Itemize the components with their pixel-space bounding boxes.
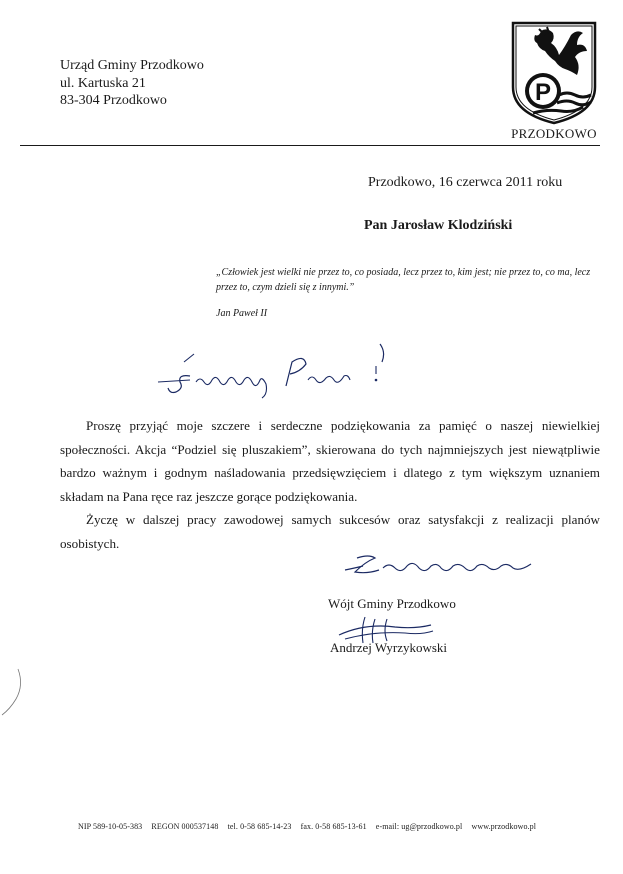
- sender-line: Urząd Gminy Przodkowo: [60, 58, 204, 73]
- quote-author: Jan Paweł II: [216, 308, 268, 319]
- recipient-name: Pan Jarosław Klodziński: [364, 218, 513, 233]
- body-paragraph: Życzę w dalszej pracy zawodowej samych sukcesów oraz satysfakcji z realizacji planów osobistych.: [60, 512, 600, 551]
- handwritten-greeting: [150, 340, 410, 400]
- footer-item: tel. 0-58 685-14-23: [227, 822, 292, 831]
- footer-item: REGON 000537148: [151, 822, 219, 831]
- sender-address: [60, 57, 204, 110]
- sender-line: 83-304 Przodkowo: [60, 93, 167, 108]
- letter-date: Przodkowo, 16 czerwca 2011 roku: [368, 175, 563, 190]
- footer-contact: [78, 822, 543, 831]
- footer-item: fax. 0-58 685-13-61: [300, 822, 367, 831]
- signer-office: Wójt Gminy Przodkowo: [328, 596, 456, 611]
- quote-text: „Człowiek jest wielki nie przez to, co posiada, lecz przez to, kim jest; nie przez to, co ma, lecz przez to, czym dzieli się z innymi.”: [216, 267, 591, 293]
- signer-name: Andrzej Wyrzykowski: [330, 640, 448, 655]
- coat-of-arms-icon: [511, 21, 597, 125]
- sender-line: ul. Kartuska 21: [60, 75, 146, 91]
- footer-item: NIP 589-10-05-383: [78, 822, 143, 831]
- margin-mark: [0, 665, 30, 725]
- footer-website[interactable]: www.przodkowo.pl: [471, 822, 537, 831]
- header-divider: [20, 145, 600, 146]
- handwritten-closing: [335, 550, 545, 578]
- crest-letter: P: [534, 79, 552, 106]
- body-paragraph: Proszę przyjąć moje szczere i serdeczne podziękowania za pamięć o naszej niewielkiej społeczności. Akcja “Podziel się pluszakiem”, skierowana do tych najmniejszych jest niewątpliwie bardzo ważnym i godnym naśladowania przedsięwzięciem i dlatego z tym większym uznaniem składam na Pana ręce raz jeszcze gorące podziękowania.: [60, 418, 600, 504]
- letter-body: [60, 414, 600, 555]
- footer-email[interactable]: e-mail: ug@przodkowo.pl: [375, 822, 463, 831]
- crest-name: PRZODKOWO: [511, 126, 597, 141]
